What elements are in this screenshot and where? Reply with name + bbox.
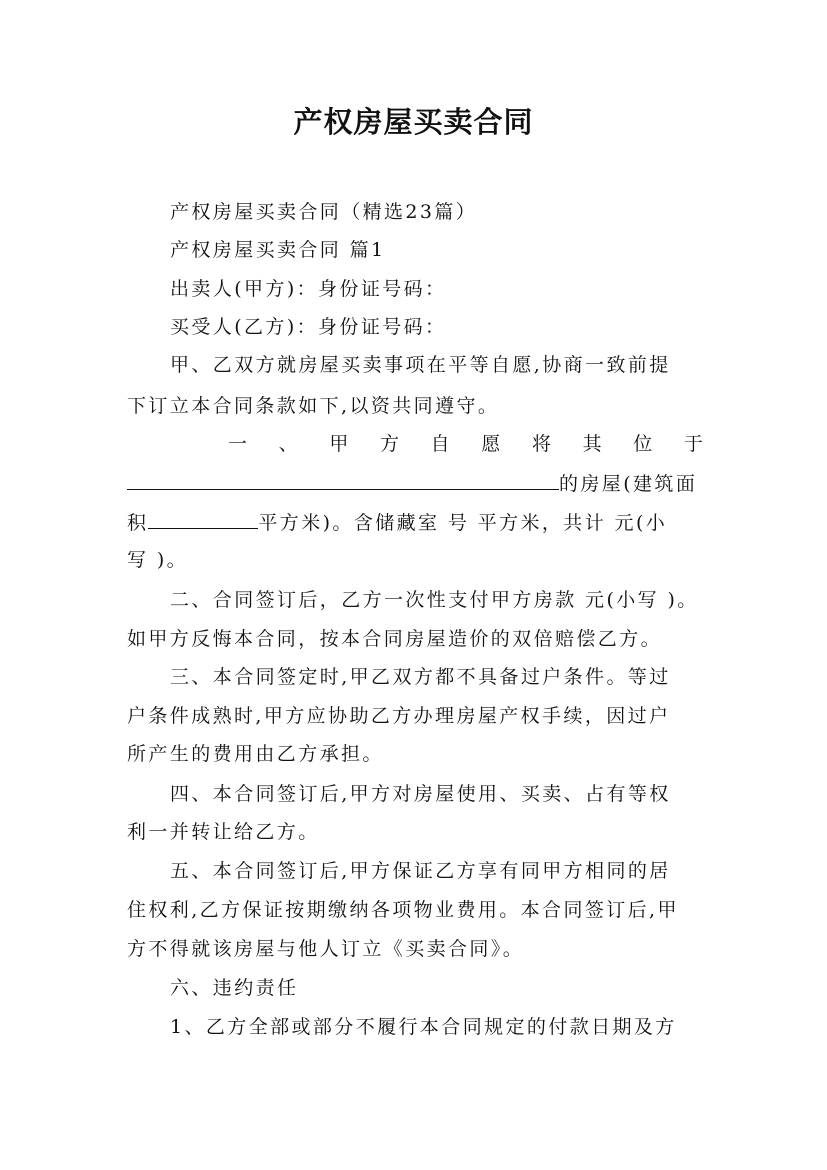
clause-6-heading: 六、违约责任 xyxy=(170,977,299,999)
area-blank xyxy=(148,506,258,529)
clause-3-line-3: 所产生的费用由乙方承担。 xyxy=(127,743,384,765)
clause-1-word: 、 xyxy=(278,433,298,455)
clause-1-word: 方 xyxy=(379,433,399,455)
clause-1-line-3-text: 平方米)。含储藏室 号 平方米，共计 元(小 xyxy=(258,512,668,534)
clause-1-word: 将 xyxy=(531,433,551,455)
clause-1-line-3 xyxy=(127,506,703,538)
clause-5-line-3: 方不得就该房屋与他人订立《买卖合同》。 xyxy=(127,938,525,960)
clause-1-line-2 xyxy=(127,467,703,499)
paragraph-preamble-line-1: 甲、乙双方就房屋买卖事项在平等自愿,协商一致前提 xyxy=(170,354,671,376)
clause-1-line-4: 写 )。 xyxy=(127,549,189,571)
clause-1-word: 位 xyxy=(633,433,653,455)
paragraph-section-heading: 产权房屋买卖合同 篇1 xyxy=(170,239,386,261)
clause-5-line-1: 五、本合同签订后,甲方保证乙方享有同甲方相同的居 xyxy=(170,860,671,882)
paragraph-buyer: 买受人(乙方)：身份证号码： xyxy=(170,316,447,338)
clause-1-word: 甲 xyxy=(329,433,349,455)
clause-1-word: 一 xyxy=(228,433,248,455)
clause-6-item-1-line-1: 1、乙方全部或部分不履行本合同规定的付款日期及方 xyxy=(170,1016,677,1038)
location-blank xyxy=(127,467,559,490)
clause-2-line-2: 如甲方反悔本合同，按本合同房屋造价的双倍赔偿乙方。 xyxy=(127,628,663,650)
clause-5-line-2: 住权利,乙方保证按期缴纳各项物业费用。本合同签订后,甲 xyxy=(127,899,679,921)
clause-1-word: 其 xyxy=(582,433,602,455)
paragraph-preamble-line-2: 下订立本合同条款如下,以资共同遵守。 xyxy=(127,395,500,417)
paragraph-seller: 出卖人(甲方)：身份证号码： xyxy=(170,278,447,300)
clause-4-line-2: 利一并转让给乙方。 xyxy=(127,821,320,843)
clause-1-line-2-text: 的房屋(建筑面 xyxy=(559,473,698,495)
clause-1-word: 愿 xyxy=(481,433,501,455)
clause-1-word: 自 xyxy=(430,433,450,455)
clause-3-line-2: 户条件成熟时,甲方应协助乙方办理房屋产权手续，因过户 xyxy=(127,705,671,727)
clause-2-line-1: 二、合同签订后，乙方一次性支付甲方房款 元(小写 )。 xyxy=(170,589,699,611)
document-title: 产权房屋买卖合同 xyxy=(293,105,534,139)
paragraph-collection-title: 产权房屋买卖合同（精选23篇） xyxy=(170,201,478,223)
clause-3-line-1: 三、本合同签定时,甲乙双方都不具备过户条件。等过 xyxy=(170,666,671,688)
clause-4-line-1: 四、本合同签订后,甲方对房屋使用、买卖、占有等权 xyxy=(170,783,671,805)
clause-1-word: 于 xyxy=(683,433,703,455)
clause-1-line-3-head: 积 xyxy=(127,512,149,534)
clause-1-line-1 xyxy=(228,429,703,459)
